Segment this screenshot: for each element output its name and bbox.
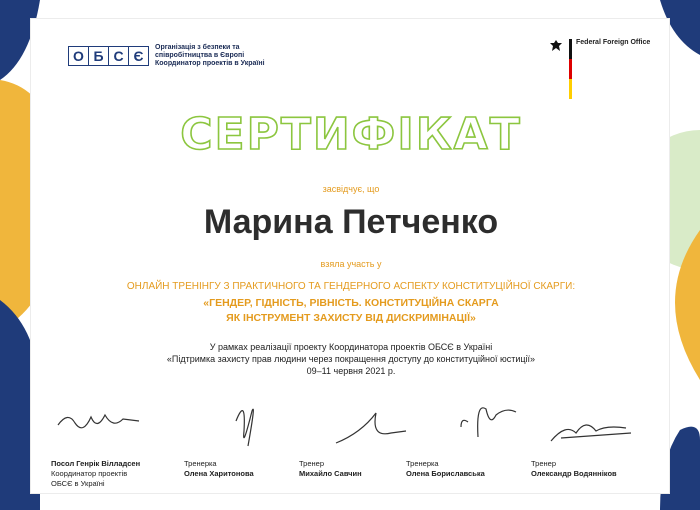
osce-logo-letter: С [109,47,129,65]
signatory-name: Михайло Савчин [299,469,362,478]
signatory-name: Олена Харитонова [184,469,254,478]
signatory-trainer-3 [406,459,485,479]
signatory-extra: ОБСЄ в Україні [51,479,105,488]
osce-logo [68,44,265,68]
signatory-name: Олександр Водянніков [531,469,617,478]
osce-logo-mark [68,46,149,66]
participated-text: взяла участь у [320,259,382,269]
osce-org-line: Організація з безпеки та [155,44,240,51]
german-flag-stripe [569,39,572,99]
course-line-3: ЯК ІНСТРУМЕНТ ЗАХИСТУ ВІД ДИСКРИМІНАЦІЇ» [226,312,476,324]
signatory-trainer-2 [299,459,362,479]
osce-logo-letter: О [69,47,89,65]
certificate-sheet [30,18,670,494]
signatory-trainer-4 [531,459,617,479]
osce-logo-letter: Б [89,47,109,65]
project-line-1: У рамках реалізації проекту Координатора проектів ОБСЄ в Україні [209,342,493,352]
signatory-trainer-1 [184,459,254,479]
federal-foreign-office-logo [549,39,650,99]
signatory-name: Координатор проектів [51,469,128,478]
partner-name: Federal Foreign Office [576,39,651,46]
osce-org-line: співробітництва в Європі [155,52,245,59]
osce-org-name [155,44,265,68]
event-dates: 09–11 червня 2021 р. [306,366,396,376]
certifies-text: засвідчує, що [322,184,380,194]
signature-2 [226,391,266,461]
osce-org-line: Координатор проектів в Україні [155,60,265,67]
eagle-icon [549,39,563,53]
recipient-name: Марина Петченко [203,203,499,241]
signatory-role: Тренер [531,459,556,468]
signatory-role: Тренер [299,459,324,468]
signatory-role: Тренерка [406,459,439,468]
course-line-2: «ГЕНДЕР, ГІДНІСТЬ, РІВНІСТЬ. КОНСТИТУЦІЙНА СКАРГА [203,297,499,309]
signature-3 [331,403,411,453]
osce-logo-letter: Є [133,48,144,64]
signatory-role: Посол Генрік Вілладсен [51,459,141,468]
project-line-2: «Підтримка захисту прав людини через покращення доступу до конституційної юстиції» [166,354,536,364]
signature-1 [53,403,143,443]
signatory-name: Олена Бориславська [406,469,485,478]
signatory-role: Тренерка [184,459,217,468]
signatory-osce [51,459,140,489]
signature-4 [456,397,526,457]
signature-5 [546,403,636,453]
course-line-1: ОНЛАЙН ТРЕНІНГУ З ПРАКТИЧНОГО ТА ГЕНДЕРНОГО АСПЕКТУ КОНСТИТУЦІЙНОЇ СКАРГИ: [126,281,576,292]
certificate-title: СЕРТИФІКАТ [180,109,522,160]
